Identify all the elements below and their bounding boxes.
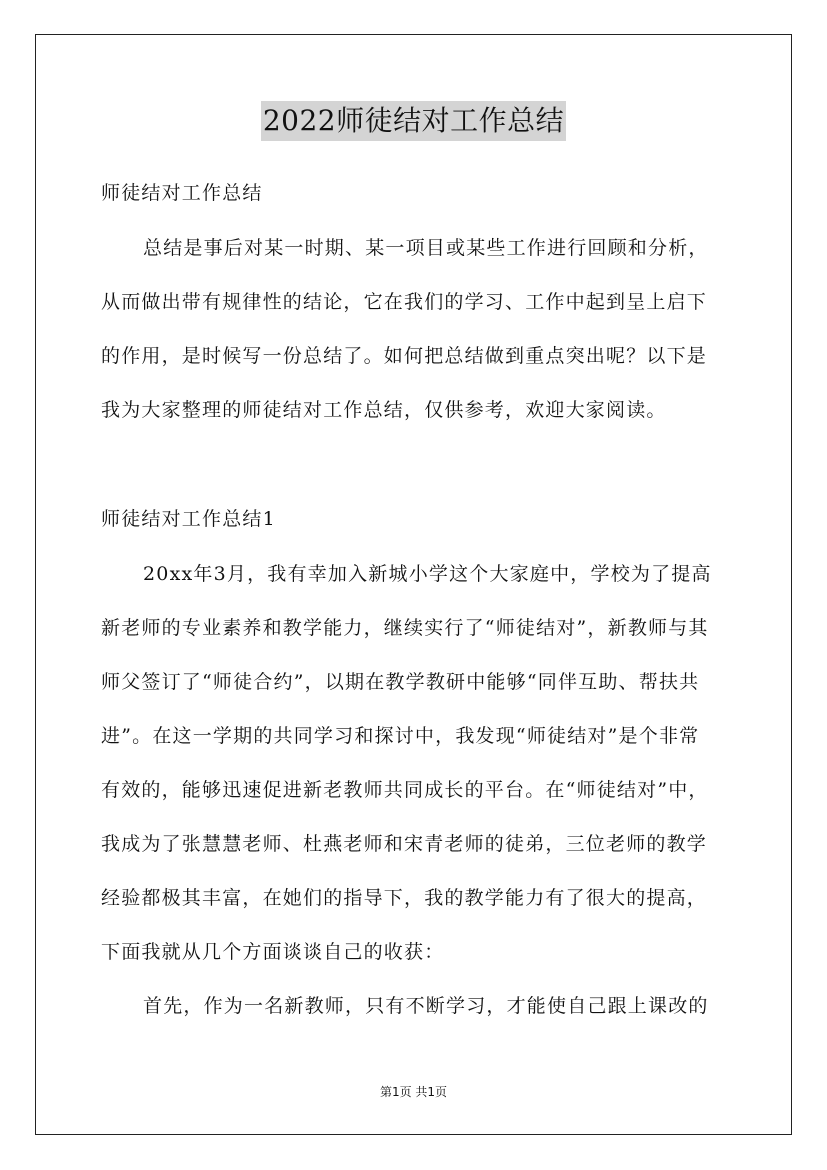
paragraph-line: 从而做出带有规律性的结论，它在我们的学习、工作中起到呈上启下 — [101, 291, 708, 313]
section-heading: 师徒结对工作总结1 — [101, 508, 276, 530]
paragraph-line: 总结是事后对某一时期、某一项目或某些工作进行回顾和分析， — [143, 237, 709, 259]
paragraph-line: 进”。在这一学期的共同学习和探讨中，我发现“师徒结对”是个非常 — [101, 725, 700, 747]
paragraph-line: 20xx年3月，我有幸加入新城小学这个大家庭中，学校为了提高 — [143, 563, 712, 585]
paragraph-line: 有效的，能够迅速促进新老教师共同成长的平台。在“师徒结对”中， — [101, 779, 709, 801]
paragraph-line: 新老师的专业素养和教学能力，继续实行了“师徒结对”，新教师与其 — [101, 617, 709, 639]
paragraph-line: 首先，作为一名新教师，只有不断学习，才能使自己跟上课改的 — [143, 995, 709, 1017]
section-heading: 师徒结对工作总结 — [101, 182, 263, 204]
paragraph-line: 下面我就从几个方面谈谈自己的收获： — [101, 941, 445, 963]
document-title: 2022师徒结对工作总结 — [261, 101, 566, 141]
paragraph-line: 的作用，是时候写一份总结了。如何把总结做到重点突出呢？以下是 — [101, 345, 708, 367]
title-container — [0, 101, 827, 141]
paragraph-line: 我为大家整理的师徒结对工作总结，仅供参考，欢迎大家阅读。 — [101, 399, 667, 421]
paragraph-line: 师父签订了“师徒合约”，以期在教学教研中能够“同伴互助、帮扶共 — [101, 671, 700, 693]
paragraph-line: 经验都极其丰富，在她们的指导下，我的教学能力有了很大的提高， — [101, 887, 708, 909]
paragraph-line: 我成为了张慧慧老师、杜燕老师和宋青老师的徒弟，三位老师的教学 — [101, 833, 708, 855]
page-footer: 第1页 共1页 — [379, 1085, 448, 1099]
